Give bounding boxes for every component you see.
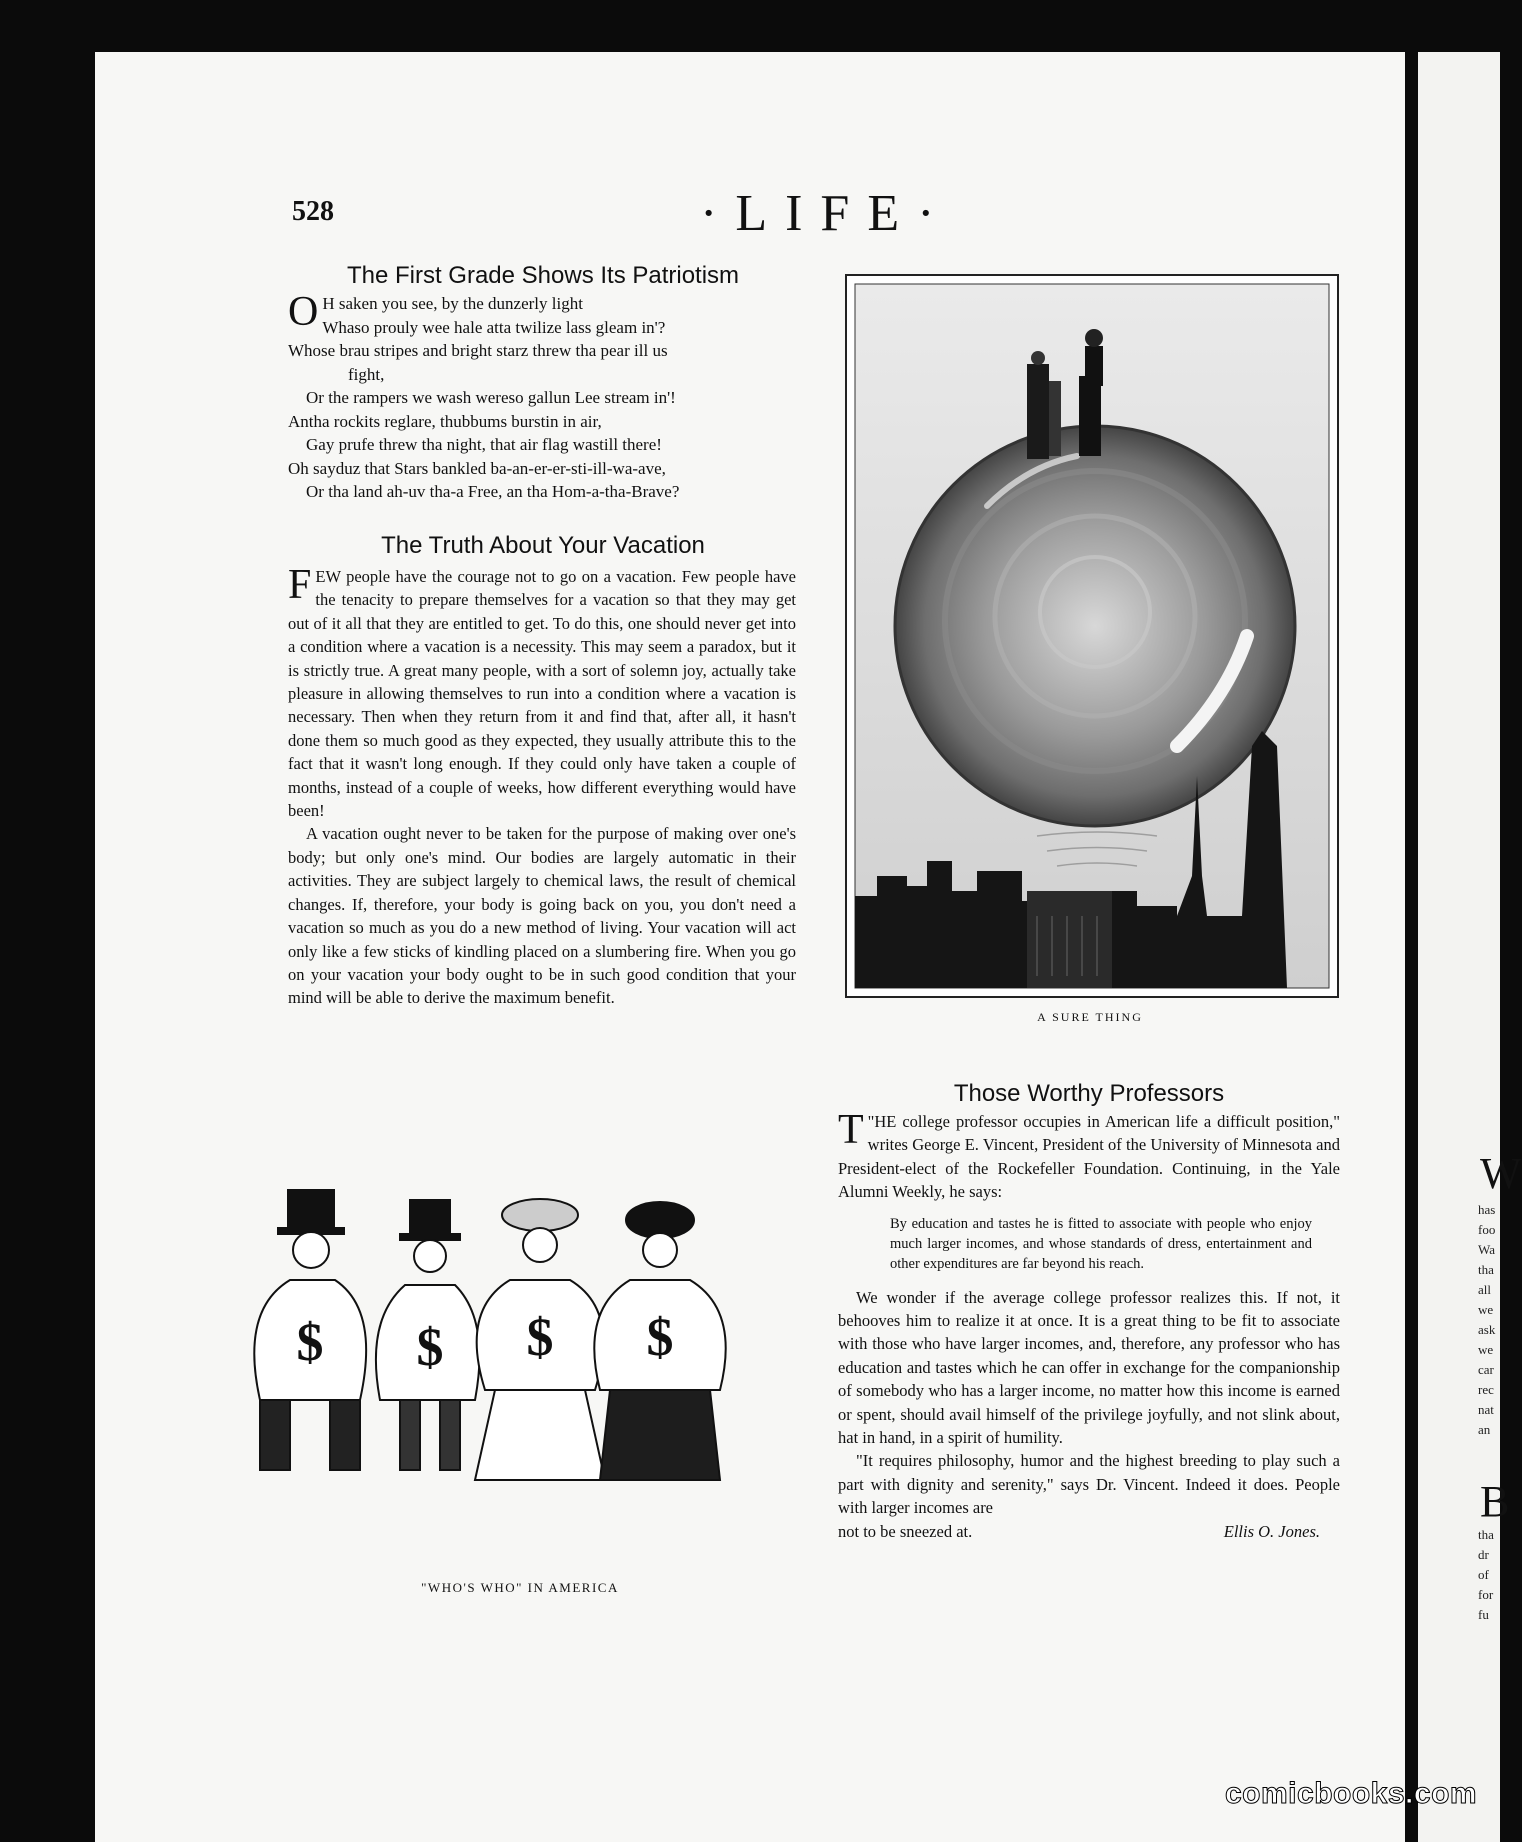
svg-text:$: $ bbox=[296, 1312, 324, 1372]
paragraph-text: EW people have the courage not to go on a vacation. Few people have the tenacity to prepare themselves for a vacation so that they may get out of it all that they are entitled to get. To do this, one should never get into a condition where a vacation is a necessity. This may seem a paradox, but it is strictly true. A great many people, with a sort of solemn joy, actually take pleasure in allowing themselves to run into a condition where a vacation is necessary. Then when they return from it and find that, after all, it hasn't done them so much good as they expected, they usually attribute this to the fact that it wasn't long enough. If they could only have taken a couple of months, instead of a couple of weeks, how different everything would have been! bbox=[288, 567, 796, 821]
poem-line: Whose brau stripes and bright starz threw tha pear ill us bbox=[288, 341, 668, 360]
dropcap: T bbox=[838, 1107, 864, 1153]
fragment: an bbox=[1478, 1422, 1491, 1437]
fragment: for bbox=[1478, 1587, 1494, 1602]
poem-line: H saken you see, by the dunzerly light bbox=[322, 294, 583, 313]
svg-text:$: $ bbox=[526, 1307, 554, 1367]
article-title-professors: Those Worthy Professors bbox=[953, 1080, 1225, 1107]
dropcap: O bbox=[288, 289, 319, 335]
illustration-sure-thing bbox=[845, 274, 1339, 998]
fragment: we bbox=[1478, 1342, 1494, 1357]
article-title-patriotism: The First Grade Shows Its Patriotism bbox=[346, 262, 740, 289]
closing-line: not to be sneezed at. bbox=[838, 1521, 973, 1541]
fragment: foo bbox=[1478, 1222, 1496, 1237]
cartoon-caption: "WHO'S WHO" IN AMERICA bbox=[421, 1580, 619, 1595]
next-page-column-1 bbox=[1478, 1200, 1495, 1440]
next-page-initial-b: B bbox=[1480, 1477, 1510, 1526]
fragment: car bbox=[1478, 1362, 1494, 1377]
author-byline: Ellis O. Jones. bbox=[1223, 1521, 1320, 1541]
poem-line: Or tha land ah-uv tha-a Free, an tha Hom-a-tha-Brave? bbox=[306, 482, 680, 501]
next-page-initial-w: W bbox=[1480, 1149, 1522, 1198]
signoff bbox=[838, 1520, 1340, 1543]
page-number: 528 bbox=[292, 196, 334, 227]
fragment: Wa bbox=[1478, 1242, 1495, 1257]
paragraph bbox=[288, 562, 796, 822]
paragraph: A vacation ought never to be taken for the purpose of making over one's body; but only one's mind. Our bodies are largely automatic in their activities. They are subject largely to chemical laws, the result of chemical changes. If, therefore, your body is going back on you, you don't need a vacation so much as you do a new method of living. Your vacation will act only like a few sticks of kindling placed on a slumbering fire. When you go on your vacation your body ought to be in such good condition that your mind will be able to derive the maximum benefit. bbox=[288, 824, 796, 1008]
fragment: tha bbox=[1478, 1527, 1494, 1542]
illustration-caption: A SURE THING bbox=[1037, 1010, 1143, 1024]
fragment: ask bbox=[1478, 1322, 1496, 1337]
fragment: has bbox=[1478, 1202, 1496, 1217]
masthead: ·LIFE· bbox=[700, 185, 953, 242]
article-body-vacation bbox=[288, 562, 796, 1010]
fragment: nat bbox=[1478, 1402, 1494, 1417]
paragraph bbox=[838, 1107, 1340, 1204]
block-quote: By education and tastes he is fitted to associate with people who enjoy much larger incomes, and whose standards of dress, entertainment and other expenditures are far beyond his reach. bbox=[890, 1215, 1312, 1272]
next-page-column-2 bbox=[1478, 1525, 1494, 1625]
poem-line: fight, bbox=[348, 364, 385, 384]
svg-text:$: $ bbox=[416, 1317, 444, 1377]
cartoon-whos-who bbox=[240, 1170, 800, 1550]
poem bbox=[288, 289, 798, 504]
fragment: dr bbox=[1478, 1547, 1489, 1562]
fragment: of bbox=[1478, 1567, 1489, 1582]
poem-line: Oh sayduz that Stars bankled ba-an-er-er-sti-ill-wa-ave, bbox=[288, 458, 666, 478]
fragment: all bbox=[1478, 1282, 1491, 1297]
paragraph-text: "HE college professor occupies in American life a difficult position," writes George E. Vincent, President of the University of Minnesota and President-elect of the Rockefeller Foundation. Continuing, in the Yale Alumni Weekly, he says: bbox=[838, 1112, 1340, 1202]
poem-line: Or the rampers we wash wereso gallun Lee stream in'! bbox=[306, 388, 676, 407]
paragraph: "It requires philosophy, humor and the highest breeding to play such a part with dignity and serenity," says Dr. Vincent. Indeed it does. People with larger incomes are bbox=[838, 1451, 1340, 1518]
dropcap: F bbox=[288, 562, 312, 608]
poem-line: Whaso prouly wee hale atta twilize lass gleam in'? bbox=[322, 317, 666, 337]
poem-line: Gay prufe threw tha night, that air flag wastill there! bbox=[306, 435, 662, 454]
fragment: tha bbox=[1478, 1262, 1494, 1277]
fragment: rec bbox=[1478, 1382, 1494, 1397]
poem-line: Antha rockits reglare, thubbums burstin in air, bbox=[288, 411, 602, 431]
watermark: comicbooks.com bbox=[1225, 1777, 1478, 1810]
paragraph: We wonder if the average college professor realizes this. If not, it behooves him to realize it at once. It is a great thing to be fit to associate with those who have larger incomes, and, therefore, any professor who has education and tastes which he can offer in exchange for the companionship of somebody who has a larger income, no matter how this income is earned or spent, should avail himself of the privilege joyfully, and not slink about, hat in hand, in a spirit of humility. bbox=[838, 1287, 1340, 1448]
article-body-professors bbox=[838, 1107, 1340, 1543]
svg-text:$: $ bbox=[646, 1307, 674, 1367]
fragment: fu bbox=[1478, 1607, 1489, 1622]
fragment: we bbox=[1478, 1302, 1494, 1317]
article-title-vacation: The Truth About Your Vacation bbox=[381, 532, 705, 559]
